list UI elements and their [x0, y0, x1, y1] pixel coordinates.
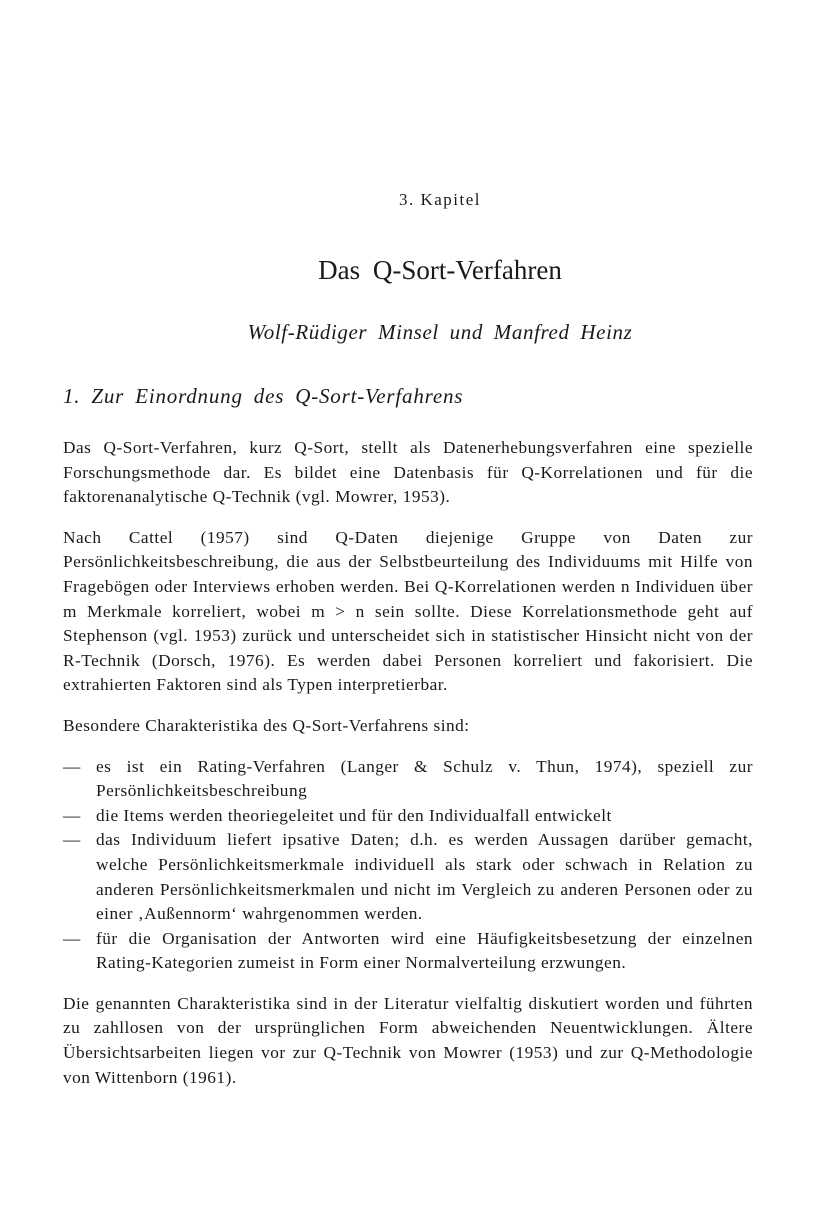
body-text — [63, 436, 753, 1106]
list-item — [63, 755, 753, 804]
dash-marker: — — [63, 805, 81, 825]
list-item — [63, 804, 753, 829]
paragraph-q-data: Nach Cattel (1957) sind Q-Daten diejenige Gruppe von Daten zur Persönlichkeitsbeschreibung, die aus der Selbstbeurteilung des Individuums mit Hilfe von Fragebögen oder Interviews erhoben werden. Bei Q-Korrelationen werden n Individuen über m Merkmale korreliert, wobei m > n sein sollte. Diese Korrelationsmethode geht auf Stephenson (vgl. 1953) zurück und unterscheidet sich in statistischer Hinsicht nicht von der R-Technik (Dorsch, 1976). Es werden dabei Personen korreliert und fakorisiert. Die extrahierten Faktoren sind als Typen interpretierbar. — [63, 527, 753, 695]
characteristics-list — [63, 755, 753, 976]
paragraph-intro: Das Q-Sort-Verfahren, kurz Q-Sort, stellt als Datenerhebungsverfahren eine spezielle Forschungsmethode dar. Es bildet eine Datenbasis für Q-Korrelationen und für die faktorenanalytische Q-Technik (vgl. Mowrer, 1953). — [63, 438, 753, 507]
paragraph-literature: Die genannten Charakteristika sind in der Literatur vielfaltig diskutiert worden und führten zu zahllosen von der ursprünglichen Form abweichenden Neuentwicklungen. Ältere Übersichtsarbeiten liegen vor zur Q-Technik von Mowrer (1953) und zur Q-Methodologie von Wittenborn (1961). — [63, 993, 753, 1087]
list-item — [63, 927, 753, 976]
dash-marker: — — [63, 756, 81, 776]
dash-marker: — — [63, 928, 81, 948]
list-item-text: für die Organisation der Antworten wird eine Häufigkeitsbesetzung der einzelnen Rating-Kategorien zumeist in Form einer Normalverteilung erzwungen. — [96, 928, 753, 973]
dash-marker: — — [63, 830, 81, 850]
list-item-text: die Items werden theoriegeleitet und für den Individualfall entwickelt — [96, 805, 612, 825]
list-item — [63, 828, 753, 926]
paragraph-characteristics-intro: Besondere Charakteristika des Q-Sort-Verfahrens sind: — [63, 715, 470, 735]
authors: Wolf-Rüdiger Minsel und Manfred Heinz — [247, 320, 633, 344]
section-heading: 1. Zur Einordnung des Q-Sort-Verfahrens — [63, 384, 464, 408]
chapter-title: Das Q-Sort-Verfahren — [318, 255, 562, 285]
list-item-text: das Individuum liefert ipsative Daten; d.h. es werden Aussagen darüber gemacht, welche Persönlichkeitsmerkmale individuell als stark oder schwach in Relation zu anderen Persönlichkeitsmerkmalen und nicht im Vergleich zu anderen Personen oder zu einer ‚Außennorm‘ wahrgenommen werden. — [96, 830, 753, 924]
list-item-text: es ist ein Rating-Verfahren (Langer & Schulz v. Thun, 1974), speziell zur Persönlichkeitsbeschreibung — [96, 756, 753, 801]
chapter-label: 3. Kapitel — [398, 190, 482, 209]
